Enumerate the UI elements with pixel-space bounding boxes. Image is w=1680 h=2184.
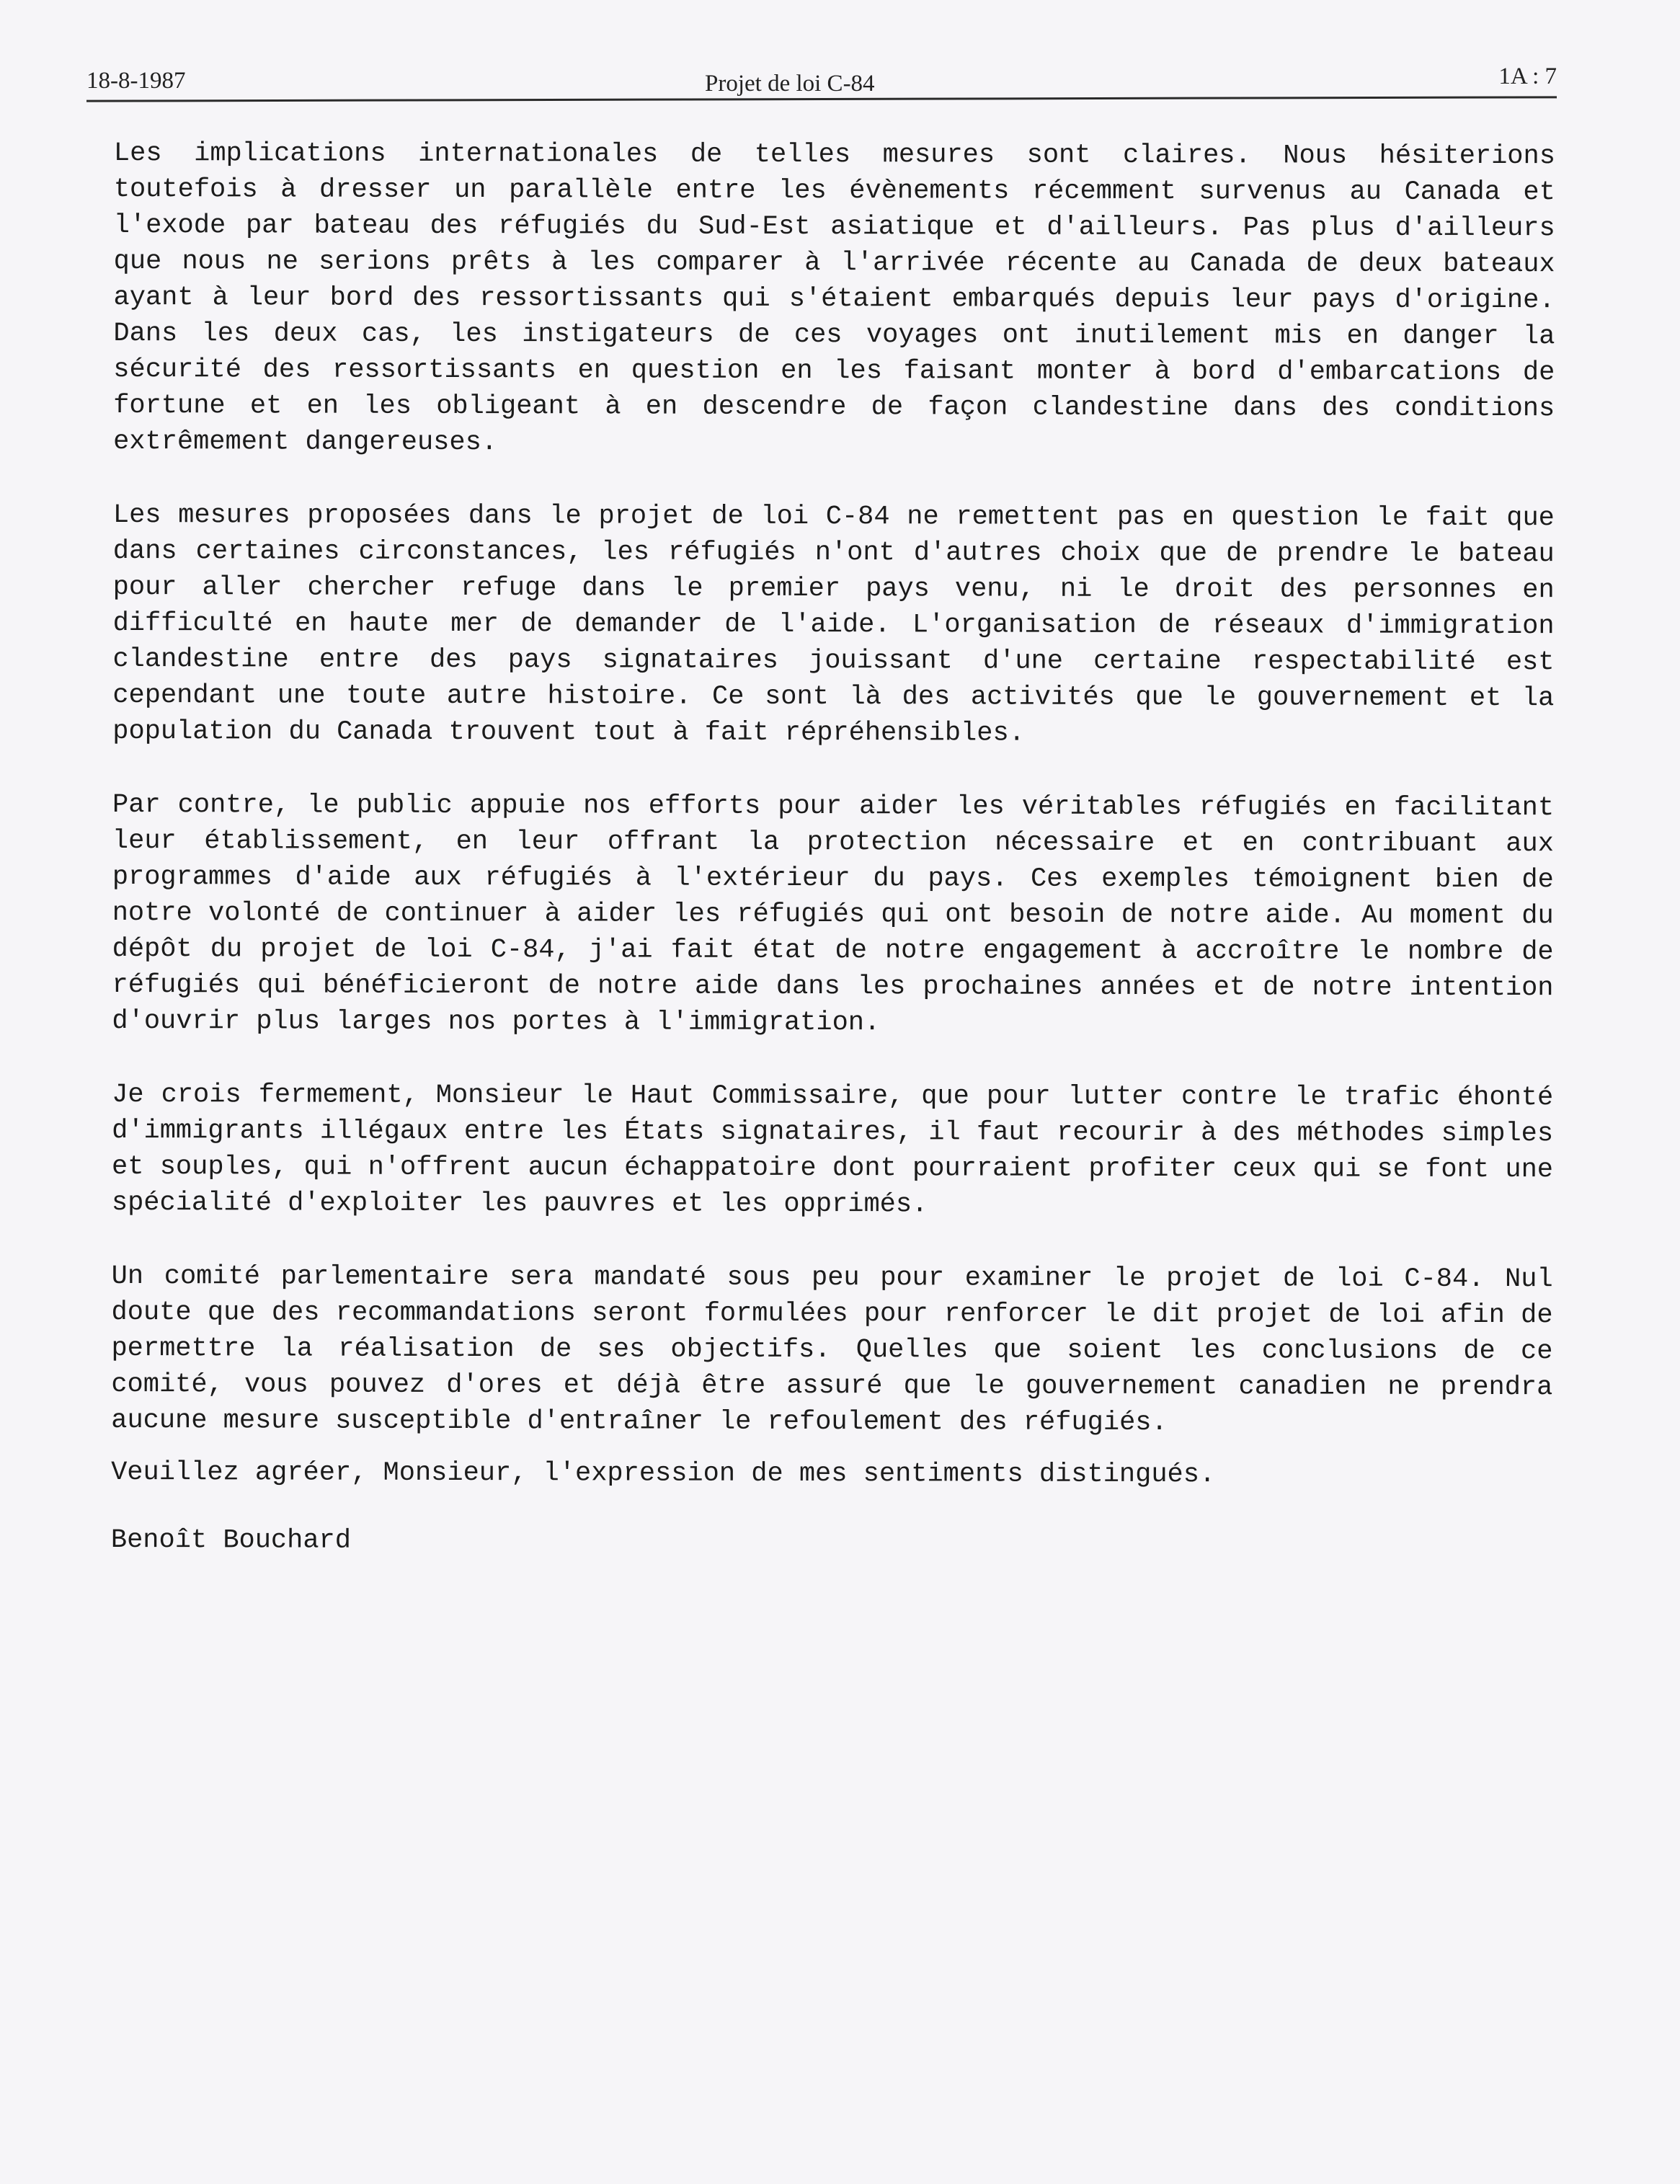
paragraph-firm-belief: Je crois fermement, Monsieur le Haut Commissaire, que pour lutter contre le trafic éhonté d'immigrants illégaux entre les États signataires, il faut recourir à des méthodes simples et souples, qui n'offrent aucun échappatoire dont pourraient profiter ceux qui se font une spécialité d'exploiter les pauvres et les opprimés.: [111, 1079, 1554, 1220]
header-page-number: 1A : 7: [1498, 63, 1557, 89]
header-title: Projet de loi C-84: [705, 71, 875, 97]
closing-salutation: Veuillez agréer, Monsieur, l'expression de mes sentiments distingués.: [111, 1457, 1216, 1491]
paragraph-proposed-measures: Les mesures proposées dans le projet de loi C-84 ne remettent pas en question le fait que dans certaines circonstances, les réfugiés n'ont d'autres choix que de prendre le bateau pour aller chercher refuge dans le premier pays venu, ni le droit des personnes en difficulté en haute mer de demander de l'aide. L'organisation de réseaux d'immigration clandestine entre des pays signataires jouissant d'une certaine respectabilité est cependant une toute autre histoire. Ce sont là des activités que le gouvernement et la population du Canada trouvent tout à fait répréhensibles.: [112, 500, 1555, 749]
paragraph-international-implications: Les implications internationales de telles mesures sont claires. Nous hésiterions toutefois à dresser un parallèle entre les évènements récemment survenus au Canada et l'exode par bateau des réfugiés du Sud-Est asiatique et d'ailleurs. Pas plus d'ailleurs que nous ne serions prêts à les comparer à l'arrivée récente au Canada de deux bateaux ayant à leur bord des ressortissants qui s'étaient embarqués depuis leur pays d'origine. Dans les deux cas, les instigateurs de ces voyages ont inutilement mis en danger la sécurité des ressortissants en question en les faisant monter à bord d'embarcations de fortune et en les obligeant à en descendre de façon clandestine dans des conditions extrêmement dangereuses.: [113, 138, 1555, 458]
header-date: 18-8-1987: [86, 68, 186, 94]
letter-body: [111, 136, 1555, 1561]
paragraph-public-support: Par contre, le public appuie nos efforts pour aider les véritables réfugiés en facilitant leur établissement, en leur offrant la protection nécessaire et en contribuant aux programmes d'aide aux réfugiés à l'extérieur du pays. Ces exemples témoignent bien de notre volonté de continuer à aider les réfugiés qui ont besoin de notre aide. Au moment du dépôt du projet de loi C-84, j'ai fait état de notre engagement à accroître le nombre de réfugiés qui bénéficieront de notre aide dans les prochaines années et de notre intention d'ouvrir plus larges nos portes à l'immigration.: [112, 789, 1555, 1039]
signature-name: Benoît Bouchard: [110, 1524, 352, 1556]
paragraph-parliamentary-committee: Un comité parlementaire sera mandaté sous peu pour examiner le projet de loi C-84. Nul doute que des recommandations seront formulées pour renforcer le dit projet de loi afin de permettre la réalisation de ses objectifs. Quelles que soient les conclusions de ce comité, vous pouvez d'ores et déjà être assuré que le gouvernement canadien ne prendra aucune mesure susceptible d'entraîner le refoulement des réfugiés.: [111, 1261, 1553, 1439]
